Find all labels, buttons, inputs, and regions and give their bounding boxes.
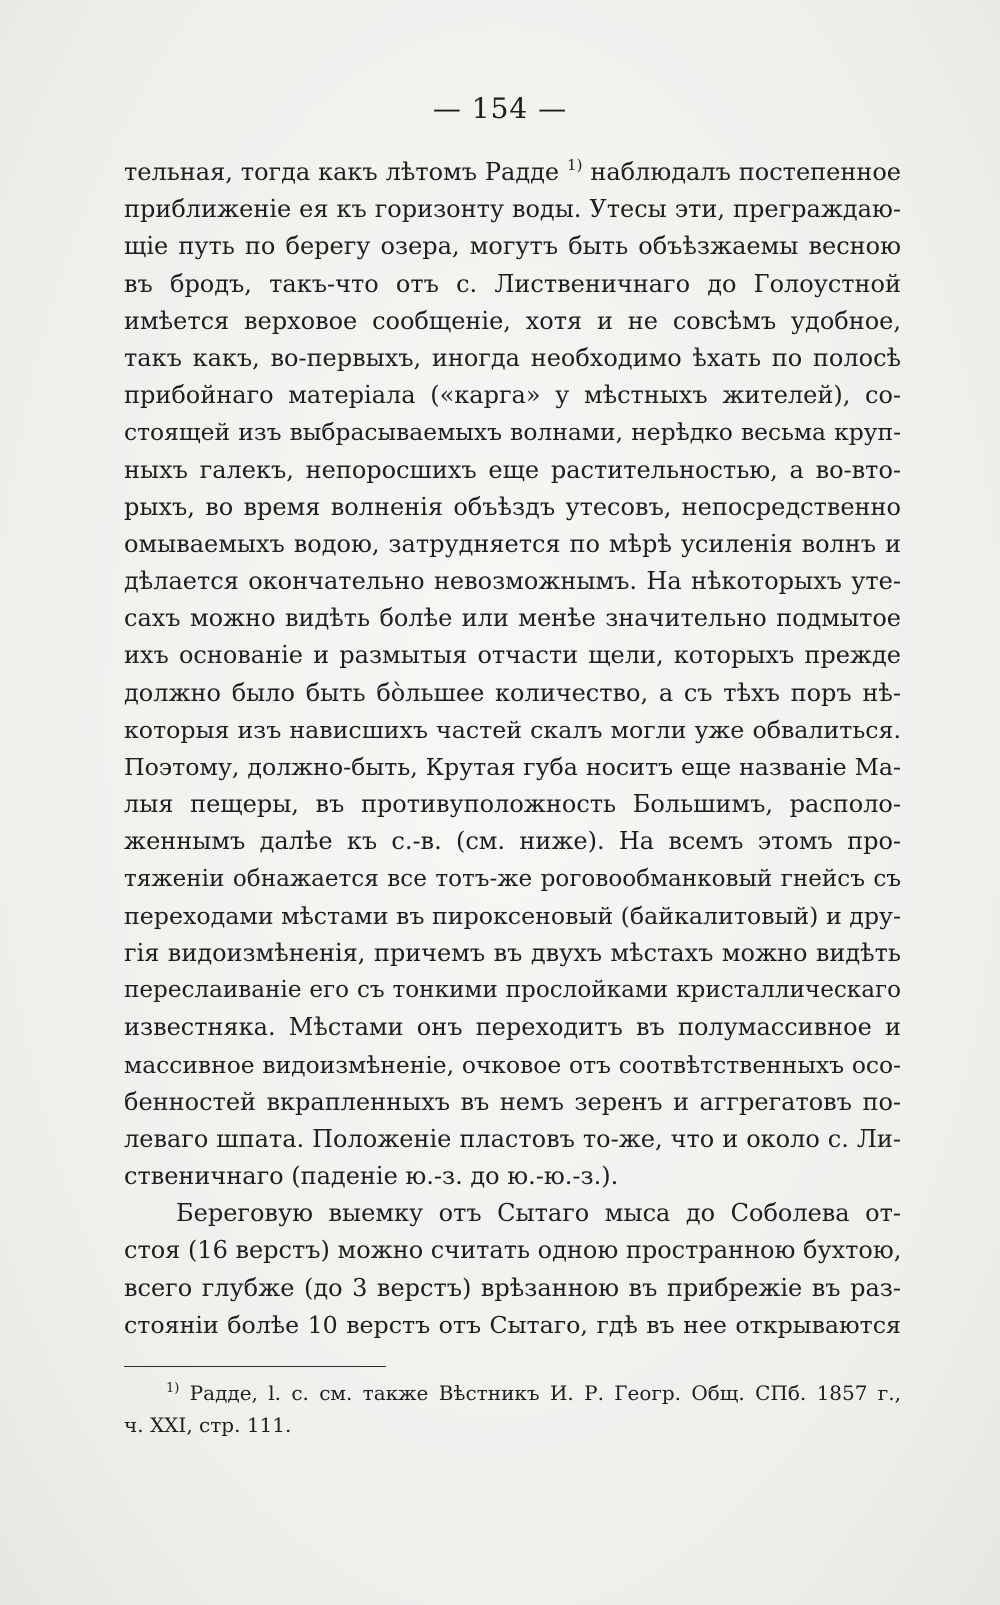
footnote-reference: 1) xyxy=(567,156,583,174)
text-line-32: стояніи болѣе 10 верстъ отъ Сытаго, гдѣ въ нее открываются xyxy=(124,1310,901,1339)
text-line-14: ихъ основаніе и размытыя отчасти щели, которыхъ прежде xyxy=(124,641,901,670)
text-line-4: въ бродъ, такъ-что отъ с. Лиственичнаго до Голоустной xyxy=(124,269,901,298)
body-text xyxy=(124,154,901,1344)
text-line-30: стоя (16 верстъ) можно считать одною пространною бухтою, xyxy=(124,1236,902,1265)
text-line-10: рыхъ, во время волненія объѣздъ утесовъ, непосредственно xyxy=(124,492,901,521)
footnote xyxy=(124,1377,901,1441)
text-line-22: гія видоизмѣненія, причемъ въ двухъ мѣстахъ можно видѣть xyxy=(124,938,901,967)
text-line-28: ственичнаго (паденіе ю.-з. до ю.-ю.-з.). xyxy=(124,1162,619,1191)
line-1-pre: тельная, тогда какъ лѣтомъ Радде xyxy=(124,158,568,186)
text-line-3: щіе путь по берегу озера, могутъ быть объѣзжаемы весною xyxy=(124,232,901,261)
footnote-line-1 xyxy=(124,1377,901,1409)
text-line-17: Поэтому, должно-быть, Крутая губа носитъ еще названіе Ма- xyxy=(124,753,901,781)
text-line-9: ныхъ галекъ, непоросшихъ еще растительностью, а во-вто- xyxy=(124,455,901,484)
footnote-line-2: ч. XXI, стр. 111. xyxy=(124,1413,292,1437)
text-line-6: такъ какъ, во-первыхъ, иногда необходимо ѣхать по полосѣ xyxy=(124,343,901,372)
footnote-marker: 1) xyxy=(166,1381,180,1396)
text-line-7: прибойнаго матеріала («карга» у мѣстныхъ жителей), со- xyxy=(124,381,901,410)
footnote-text-1: Радде, l. c. см. также Вѣстникъ И. Р. Геогр. Общ. СПб. 1857 г., xyxy=(179,1381,901,1405)
text-line-26: бенностей вкрапленныхъ въ немъ зеренъ и аггрегатовъ по- xyxy=(124,1087,901,1116)
text-line-13: сахъ можно видѣть болѣе или менѣе значительно подмытое xyxy=(124,604,901,633)
text-line-12: дѣлается окончательно невозможнымъ. На нѣкоторыхъ уте- xyxy=(124,567,901,596)
text-line-18: лыя пещеры, въ противуположность Большимъ, располо- xyxy=(124,790,901,819)
text-line-31: всего глубже (до 3 верстъ) врѣзанною въ прибрежіе въ раз- xyxy=(124,1273,901,1302)
page-number: — 154 — xyxy=(432,92,568,125)
text-line-20: тяженіи обнажается все тотъ-же роговообманковый гнейсъ съ xyxy=(124,865,901,892)
footnote-divider xyxy=(124,1366,386,1367)
text-line-23: переслаиваніе его съ тонкими прослойками кристаллическаго xyxy=(124,977,901,1004)
text-line-15: должно было быть бо̀льшее количество, а съ тѣхъ поръ нѣ- xyxy=(124,678,901,707)
text-line-8: стоящей изъ выбрасываемыхъ волнами, нерѣдко весьма круп- xyxy=(124,418,901,447)
text-line-29: Береговую выемку отъ Сытаго мыса до Соболева от- xyxy=(176,1199,901,1228)
text-line-27: леваго шпата. Положеніе пластовъ то-же, что и около с. Ли- xyxy=(124,1124,901,1153)
text-line-21: переходами мѣстами въ пироксеновый (байкалитовый) и дру- xyxy=(124,901,901,930)
text-line-11: омываемыхъ водою, затрудняется по мѣрѣ усиленія волнъ и xyxy=(124,529,901,558)
text-line-5: имѣется верховое сообщеніе, хотя и не совсѣмъ удобное, xyxy=(124,306,901,335)
line-1-post: наблюдалъ постепенное xyxy=(582,158,902,186)
text-line-24: известняка. Мѣстами онъ переходитъ въ полумассивное и xyxy=(124,1013,901,1042)
text-line-1 xyxy=(124,154,901,191)
text-line-2: приближеніе ея къ горизонту воды. Утесы эти, преграждаю- xyxy=(124,195,901,224)
text-line-16: которыя изъ нависшихъ частей скалъ могли уже обвалиться. xyxy=(124,715,901,744)
text-line-25: массивное видоизмѣненіе, очковое отъ соотвѣтственныхъ осо- xyxy=(124,1050,901,1079)
text-line-19: женнымъ далѣе къ с.-в. (см. ниже). На всемъ этомъ про- xyxy=(124,827,901,856)
